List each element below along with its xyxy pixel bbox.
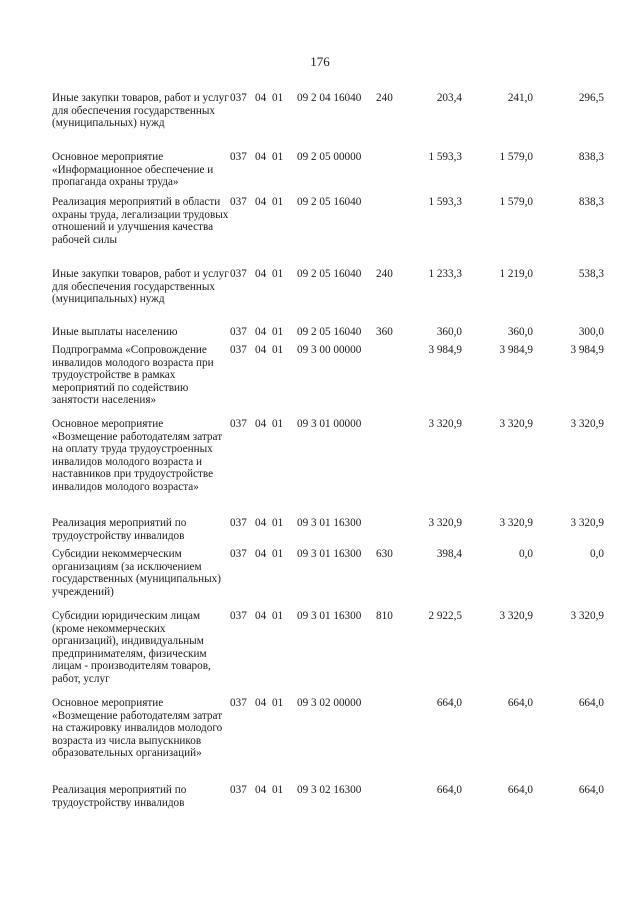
expense-type-code: 630	[376, 548, 393, 560]
expense-type-code: 810	[376, 610, 393, 622]
amount-year-1: 664,0	[436, 697, 462, 709]
row-name: Иные закупки товаров, работ и услуг для обеспечения государственных (муниципальных) нужд	[52, 92, 229, 130]
target-article-code: 09 3 01 00000	[297, 418, 362, 430]
target-article-code: 09 3 00 00000	[297, 344, 362, 356]
ved-code: 037	[230, 151, 247, 163]
section-code: 04	[255, 610, 267, 622]
amount-year-2: 664,0	[507, 784, 533, 796]
target-article-code: 09 2 05 16040	[297, 268, 362, 280]
amount-year-2: 3 320,9	[499, 610, 533, 622]
subsection-code: 01	[272, 151, 284, 163]
subsection-code: 01	[272, 326, 284, 338]
row-name: Иные выплаты населению	[52, 326, 178, 338]
amount-year-1: 664,0	[436, 784, 462, 796]
section-code: 04	[255, 697, 267, 709]
section-code: 04	[255, 196, 267, 208]
amount-year-1: 3 984,9	[428, 344, 462, 356]
section-code: 04	[255, 784, 267, 796]
amount-year-3: 3 984,9	[570, 344, 604, 356]
amount-year-3: 300,0	[578, 326, 604, 338]
amount-year-2: 0,0	[519, 548, 533, 560]
row-name: Субсидии некоммерческим организациям (за исключением государственных (муниципальных) учреждений)	[52, 548, 221, 598]
amount-year-3: 838,3	[578, 151, 604, 163]
section-code: 04	[255, 548, 267, 560]
amount-year-2: 3 984,9	[499, 344, 533, 356]
ved-code: 037	[230, 344, 247, 356]
amount-year-2: 1 579,0	[499, 196, 533, 208]
ved-code: 037	[230, 268, 247, 280]
section-code: 04	[255, 268, 267, 280]
target-article-code: 09 3 02 16300	[297, 784, 362, 796]
ved-code: 037	[230, 326, 247, 338]
subsection-code: 01	[272, 697, 284, 709]
row-name: Субсидии юридическим лицам (кроме некоммерческих организаций), индивидуальным предпринимателям, физическим лицам - производителям товаров, работ, услуг	[52, 610, 211, 685]
row-name: Реализация мероприятий по трудоустройству инвалидов	[52, 784, 187, 809]
amount-year-2: 3 320,9	[499, 418, 533, 430]
ved-code: 037	[230, 196, 247, 208]
amount-year-3: 296,5	[578, 92, 604, 104]
target-article-code: 09 3 02 00000	[297, 697, 362, 709]
subsection-code: 01	[272, 548, 284, 560]
ved-code: 037	[230, 784, 247, 796]
row-name: Иные закупки товаров, работ и услуг для обеспечения государственных (муниципальных) нужд	[52, 268, 229, 306]
amount-year-1: 203,4	[436, 92, 462, 104]
amount-year-1: 2 922,5	[428, 610, 462, 622]
subsection-code: 01	[272, 418, 284, 430]
ved-code: 037	[230, 517, 247, 529]
row-name: Реализация мероприятий по трудоустройству инвалидов	[52, 517, 187, 542]
amount-year-3: 0,0	[590, 548, 604, 560]
subsection-code: 01	[272, 92, 284, 104]
section-code: 04	[255, 418, 267, 430]
amount-year-3: 3 320,9	[570, 418, 604, 430]
ved-code: 037	[230, 548, 247, 560]
row-name: Основное мероприятие «Информационное обеспечение и пропаганда охраны труда»	[52, 151, 214, 189]
amount-year-1: 3 320,9	[428, 517, 462, 529]
amount-year-1: 3 320,9	[428, 418, 462, 430]
amount-year-3: 664,0	[578, 697, 604, 709]
target-article-code: 09 2 04 16040	[297, 92, 362, 104]
section-code: 04	[255, 517, 267, 529]
expense-type-code: 360	[376, 326, 393, 338]
expense-type-code: 240	[376, 268, 393, 280]
amount-year-2: 1 219,0	[499, 268, 533, 280]
amount-year-1: 1 593,3	[428, 151, 462, 163]
target-article-code: 09 2 05 16040	[297, 196, 362, 208]
ved-code: 037	[230, 92, 247, 104]
amount-year-3: 3 320,9	[570, 610, 604, 622]
amount-year-1: 360,0	[436, 326, 462, 338]
row-name: Реализация мероприятий в области охраны труда, легализации трудовых отношений и улучшения качества рабочей силы	[52, 196, 229, 246]
target-article-code: 09 2 05 00000	[297, 151, 362, 163]
amount-year-2: 241,0	[507, 92, 533, 104]
amount-year-1: 398,4	[436, 548, 462, 560]
ved-code: 037	[230, 610, 247, 622]
subsection-code: 01	[272, 610, 284, 622]
amount-year-3: 538,3	[578, 268, 604, 280]
amount-year-2: 360,0	[507, 326, 533, 338]
row-name: Основное мероприятие «Возмещение работодателям затрат на стажировку инвалидов молодого возраста из числа выпускников образовательных организаций»	[52, 697, 223, 760]
target-article-code: 09 3 01 16300	[297, 548, 362, 560]
subsection-code: 01	[272, 196, 284, 208]
subsection-code: 01	[272, 268, 284, 280]
section-code: 04	[255, 92, 267, 104]
amount-year-2: 1 579,0	[499, 151, 533, 163]
expense-type-code: 240	[376, 92, 393, 104]
subsection-code: 01	[272, 344, 284, 356]
section-code: 04	[255, 151, 267, 163]
page-number: 176	[310, 54, 330, 69]
amount-year-3: 838,3	[578, 196, 604, 208]
target-article-code: 09 2 05 16040	[297, 326, 362, 338]
row-name: Основное мероприятие «Возмещение работодателям затрат на оплату труда трудоустроенных инвалидов молодого возраста и наставников при трудоустройстве инвалидов молодого возраста»	[52, 418, 223, 493]
subsection-code: 01	[272, 517, 284, 529]
amount-year-3: 664,0	[578, 784, 604, 796]
section-code: 04	[255, 326, 267, 338]
row-name: Подпрограмма «Сопровождение инвалидов молодого возраста при трудоустройстве в рамках мероприятий по содействию занятости населения»	[52, 344, 214, 407]
target-article-code: 09 3 01 16300	[297, 517, 362, 529]
ved-code: 037	[230, 697, 247, 709]
section-code: 04	[255, 344, 267, 356]
subsection-code: 01	[272, 784, 284, 796]
amount-year-1: 1 593,3	[428, 196, 462, 208]
amount-year-2: 3 320,9	[499, 517, 533, 529]
amount-year-1: 1 233,3	[428, 268, 462, 280]
ved-code: 037	[230, 418, 247, 430]
target-article-code: 09 3 01 16300	[297, 610, 362, 622]
amount-year-3: 3 320,9	[570, 517, 604, 529]
amount-year-2: 664,0	[507, 697, 533, 709]
